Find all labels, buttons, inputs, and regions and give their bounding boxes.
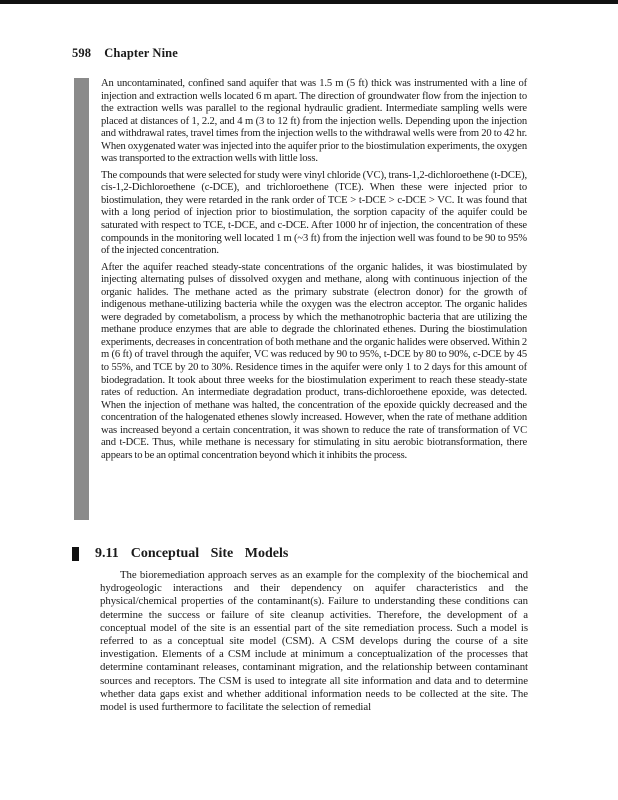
- section-number: 9.11: [95, 546, 119, 561]
- case-study-paragraph: The compounds that were selected for study were vinyl chloride (VC), trans-1,2-dichloroethene (t-DCE), cis-1,2-Dichloroethene (c-DCE), and trichloroethene (TCE). When these were injected prior to biostimulation, they were retarded in the rank order of TCE > t-DCE > c-DCE > VC. It was found that with a long period of injection prior to biostimulation, the sorption capacity of the aquifer could be saturated with respect to TCE, t-DCE, and c-DCE. After 1000 hr of injection, the concentration of these compounds in the monitoring well located 1 m (~3 ft) from the injection well was found to be 90 to 95% of the injected concentration.: [101, 169, 527, 257]
- page-header: [72, 46, 178, 61]
- section-title: Conceptual Site Models: [130, 546, 289, 561]
- case-study-text: [101, 78, 527, 466]
- section-marker: [72, 547, 79, 561]
- section-body-text: [100, 569, 528, 714]
- chapter-title: Chapter Nine: [104, 46, 178, 60]
- top-border-rule: [0, 0, 618, 4]
- page-number: 598: [72, 46, 92, 60]
- case-study-paragraph: An uncontaminated, confined sand aquifer that was 1.5 m (5 ft) thick was instrumented with a line of injection and extraction wells located 6 m apart. The direction of groundwater flow from the injection to the extraction wells was parallel to the regional hydraulic gradient. Intermediate sampling wells were placed at distances of 1, 2.2, and 4 m (3 to 12 ft) from the injection wells. Depending upon the injection and withdrawal rates, travel times from the injection wells to the withdrawal wells were from 20 to 42 hr. When oxygenated water was injected into the aquifer prior to the biostimulation experiments, the oxygen was transported to the extraction wells with little loss.: [101, 78, 527, 165]
- section-heading: [72, 546, 288, 562]
- body-paragraph: The bioremediation approach serves as an example for the complexity of the biochemical and hydrogeologic interactions and their dependency on aquifer characteristics and the physical/chemical properties of the contaminant(s). Failure to understanding these conditions can determine the success or failure of site cleanup activities. Therefore, the development of a conceptual model of the site is an essential part of the site remediation process. Such a model is referred to as a conceptual site model (CSM). A CSM develops during the course of a site investigation. Elements of a CSM include at minimum a conceptualization of the processes that determine contaminant releases, contaminant migration, and the relationship between contaminant sources and receptors. The CSM is used to integrate all site information and data and to determine whether data gaps exist and whether additional information needs to be collected at the site. The model is used furthermore to facilitate the selection of remedial: [100, 569, 528, 714]
- case-study-paragraph: After the aquifer reached steady-state concentrations of the organic halides, it was biostimulated by injecting alternating pulses of dissolved oxygen and methane, along with continuous injection of the organic halides. The methane acted as the primary substrate (electron donor) for the growth of indigenous methane-utilizing bacteria while the oxygen was the electron acceptor. The organic halides were degraded by cometabolism, a process by which the methanotrophic bacteria that are utilizing the methane produce enzymes that are able to degrade the chlorinated ethenes. During the biostimulation experiments, decreases in concentration of both methane and the organic halides were observed. Within 2 m (6 ft) of travel through the aquifer, VC was reduced by 90 to 95%, t-DCE by 80 to 90%, c-DCE by 45 to 55%, and TCE by 20 to 30%. Residence times in the aquifer were only 1 to 2 days for this amount of biodegradation. It took about three weeks for the biostimulation experiment to reach these steady-state rates of reduction. An intermediate degradation product, trans-dichloroethene epoxide, was detected. When the injection of methane was halted, the concentration of the epoxide quickly decreased and the concentration of the halogenated ethenes slowly increased. However, when the rate of methane addition was increased beyond a certain concentration, it was shown to reduce the rate of transformation of VC and t-DCE. Thus, while methane is necessary for stimulating in situ aerobic biotransformation, there appears to be an optimal concentration beyond which it inhibits the process.: [101, 261, 527, 461]
- case-study-sidebar-bar: [74, 78, 89, 520]
